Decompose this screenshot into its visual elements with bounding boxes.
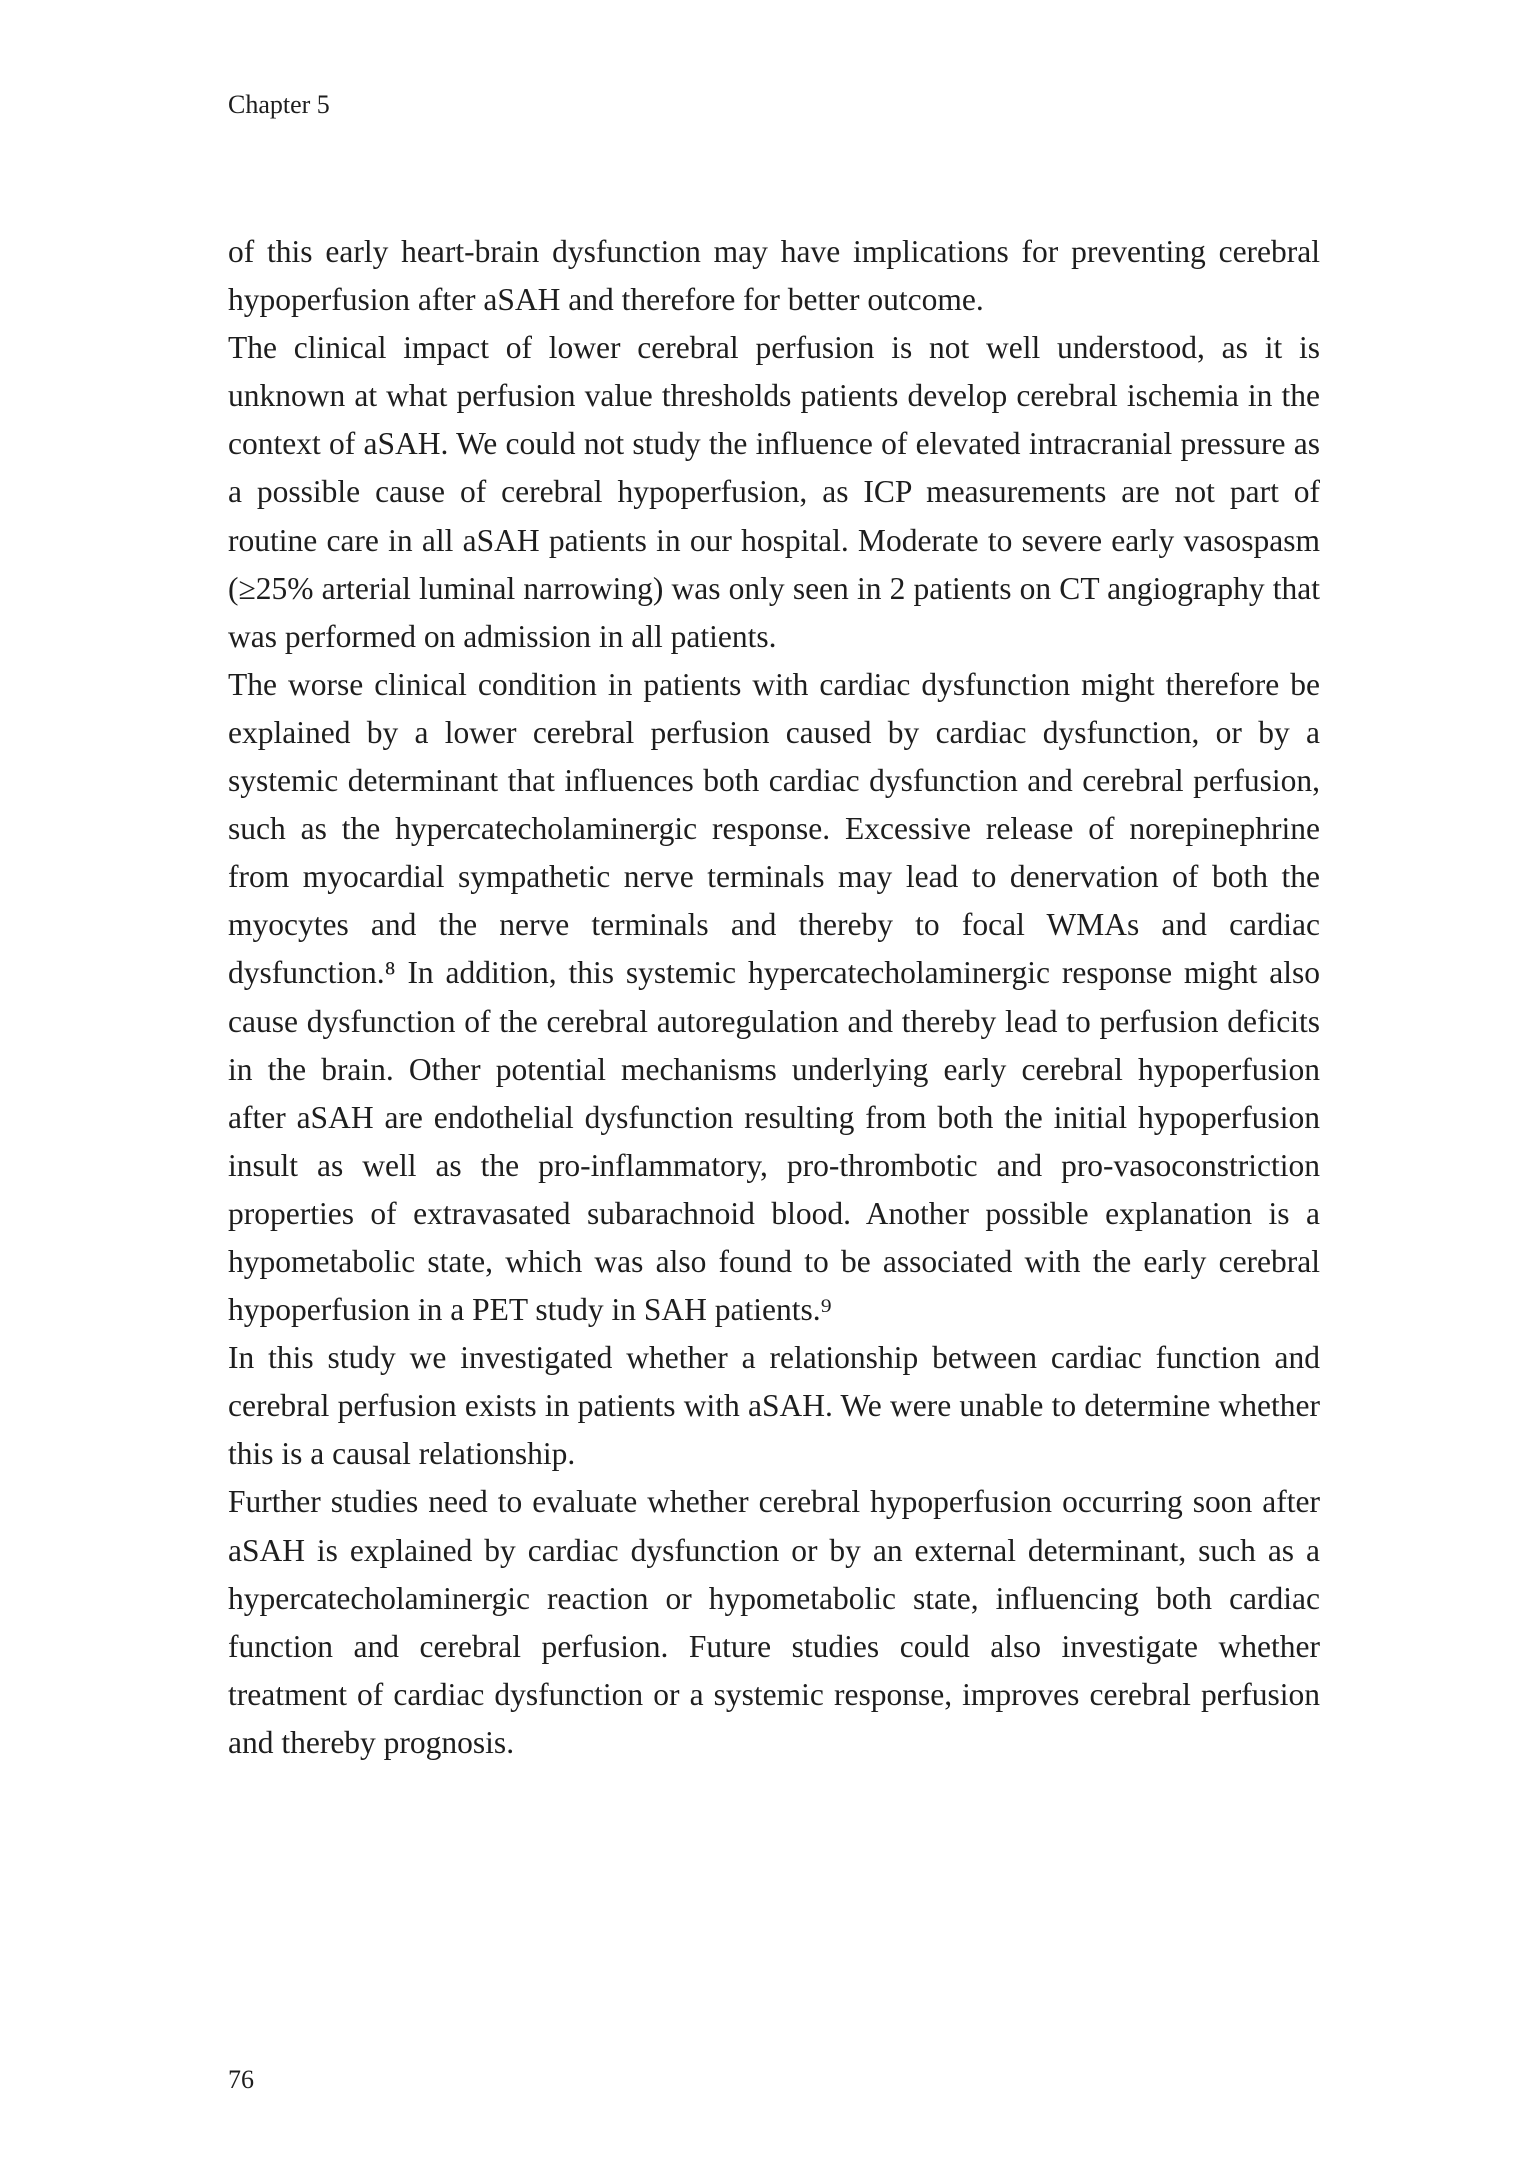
paragraph: Further studies need to evaluate whether cerebral hypoperfusion occurring soon after aSAH is explained by cardiac dysfunction or by an external determinant, such as a hypercatecholaminergic reaction or hypometabolic state, influencing both cardiac function and cerebral perfusion. Future studies could also investigate whether treatment of cardiac dysfunction or a systemic response, improves cerebral perfusion and thereby prognosis. (228, 1484, 1320, 1760)
running-head: Chapter 5 (228, 90, 330, 119)
paragraph: of this early heart-brain dysfunction may have implications for preventing cerebral hypoperfusion after aSAH and therefore for better outcome. (228, 234, 1320, 318)
page-number: 76 (228, 2065, 254, 2094)
paragraph: The clinical impact of lower cerebral perfusion is not well understood, as it is unknown at what perfusion value thresholds patients develop cerebral ischemia in the context of aSAH. We could not study the influence of elevated intracranial pressure as a possible cause of cerebral hypoperfusion, as ICP measurements are not part of routine care in all aSAH patients in our hospital. Moderate to severe early vasospasm (≥25% arterial luminal narrowing) was only seen in 2 patients on CT angiography that was performed on admission in all patients. (228, 330, 1320, 654)
paragraph: In this study we investigated whether a relationship between cardiac function and cerebral perfusion exists in patients with aSAH. We were unable to determine whether this is a causal relationship. (228, 1340, 1320, 1472)
body-text (228, 228, 1320, 1767)
paragraph: The worse clinical condition in patients with cardiac dysfunction might therefore be explained by a lower cerebral perfusion caused by cardiac dysfunction, or by a systemic determinant that influences both cardiac dysfunction and cerebral perfusion, such as the hypercatecholaminergic response. Excessive release of norepinephrine from myocardial sympathetic nerve terminals may lead to denervation of both the myocytes and the nerve terminals and thereby to focal WMAs and cardiac dysfunction.⁸ In addition, this systemic hypercatecholaminergic response might also cause dysfunction of the cerebral autoregulation and thereby lead to perfusion deficits in the brain. Other potential mechanisms underlying early cerebral hypoperfusion after aSAH are endothelial dysfunction resulting from both the initial hypoperfusion insult as well as the pro-inflammatory, pro-thrombotic and pro-vasoconstriction properties of extravasated subarachnoid blood. Another possible explanation is a hypometabolic state, which was also found to be associated with the early cerebral hypoperfusion in a PET study in SAH patients.⁹ (228, 666, 1320, 1328)
